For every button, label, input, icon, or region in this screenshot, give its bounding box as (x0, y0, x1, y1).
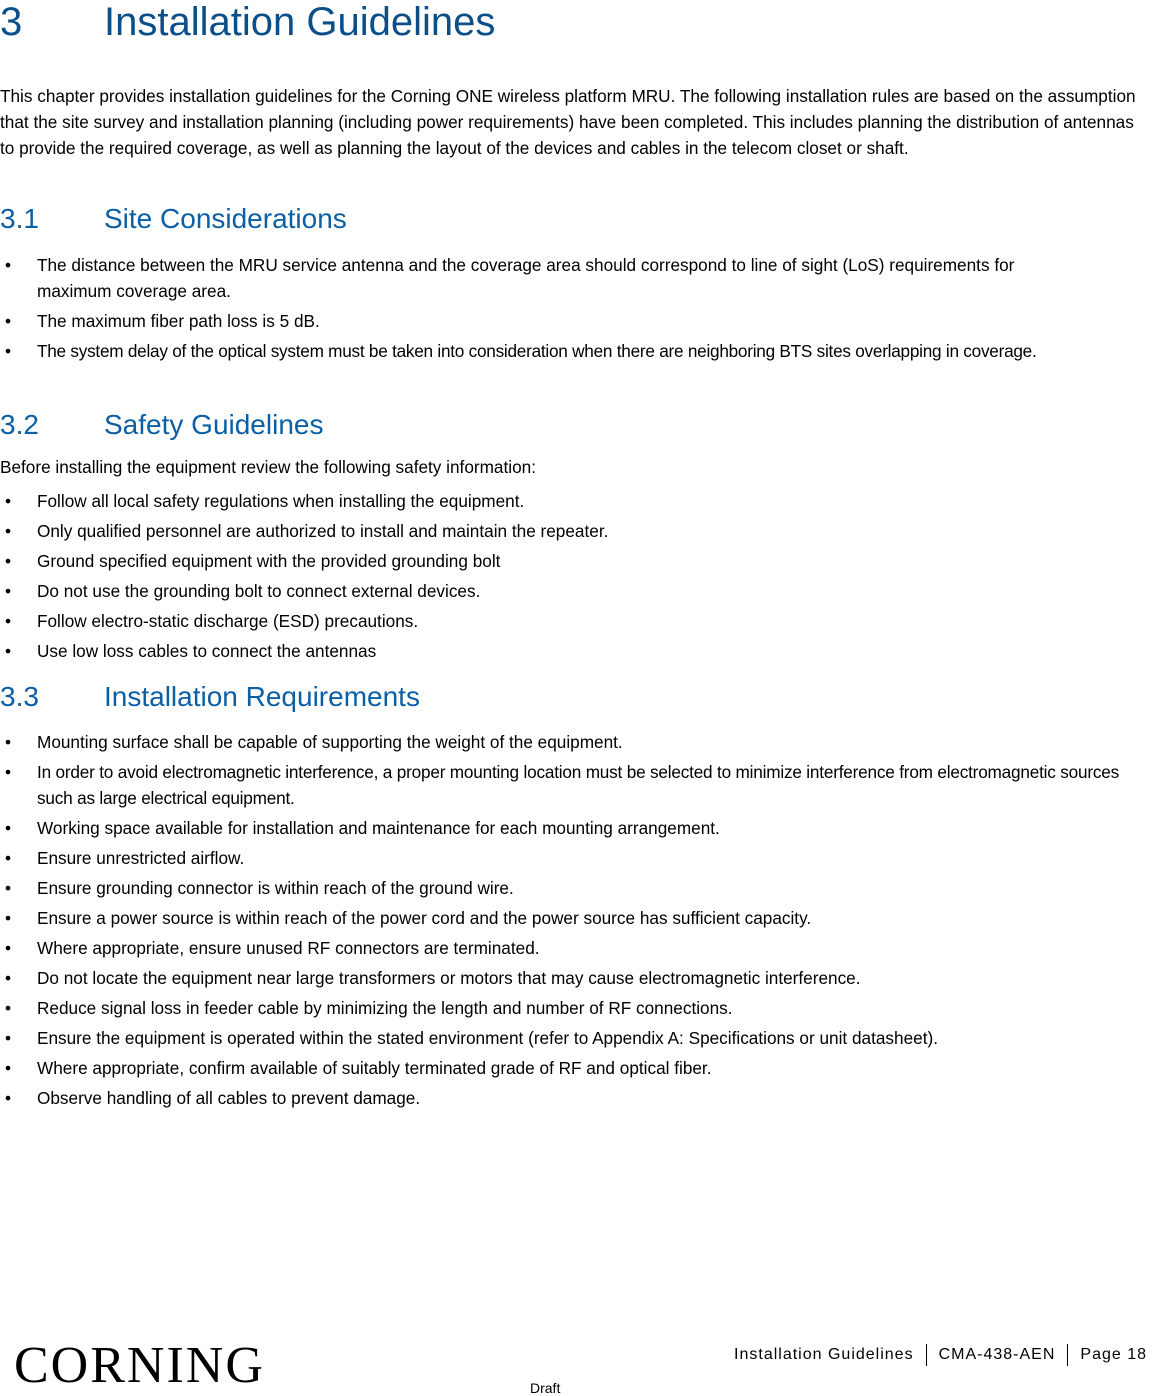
bullet-icon: • (5, 938, 12, 958)
section-heading-installation-requirements (0, 680, 420, 714)
bullet-icon: • (5, 762, 12, 782)
list-item: • Ensure the equipment is operated within the stated environment (refer to Appendix A: Specifications or unit datasheet). (0, 1025, 1155, 1051)
section-number: 3.1 (0, 203, 39, 234)
section-title: Safety Guidelines (104, 409, 324, 440)
bullet-icon: • (5, 1028, 12, 1048)
bullet-icon: • (5, 521, 12, 541)
list-item: • Ensure grounding connector is within reach of the ground wire. (0, 875, 1155, 901)
list-item: • Follow all local safety regulations when installing the equipment. (0, 488, 1155, 514)
bullet-icon: • (5, 848, 12, 868)
bullet-icon: • (5, 1088, 12, 1108)
safety-lead-paragraph: Before installing the equipment review the following safety information: (0, 457, 536, 477)
bullet-icon: • (5, 1058, 12, 1078)
installation-requirements-list (0, 729, 1155, 1115)
list-item: • Mounting surface shall be capable of supporting the weight of the equipment. (0, 729, 1155, 755)
list-item: • The maximum fiber path loss is 5 dB. (0, 308, 1155, 334)
list-item: • Where appropriate, confirm available of suitably terminated grade of RF and optical fiber. (0, 1055, 1155, 1081)
list-item: • Follow electro-static discharge (ESD) precautions. (0, 608, 1155, 634)
bullet-icon: • (5, 641, 12, 661)
bullet-icon: • (5, 341, 12, 361)
bullet-icon: • (5, 581, 12, 601)
list-item: • Working space available for installation and maintenance for each mounting arrangement. (0, 815, 1155, 841)
section-title: Site Considerations (104, 203, 347, 234)
bullet-icon: • (5, 998, 12, 1018)
safety-guidelines-list (0, 488, 1155, 668)
footer-section-name: Installation Guidelines (734, 1346, 914, 1363)
section-title: Installation Requirements (104, 681, 420, 712)
bullet-icon: • (5, 311, 12, 331)
footer-page-number: Page 18 (1067, 1344, 1147, 1366)
bullet-icon: • (5, 908, 12, 928)
intro-paragraph: This chapter provides installation guidelines for the Corning ONE wireless platform MRU. The following installation rules are based on the assumption that the site survey and installation planning (including power requirements) have been completed. This includes planning the distribution of antennas to provide the required coverage, as well as planning the layout of the devices and cables in the telecom closet or shaft. (0, 86, 1136, 158)
bullet-icon: • (5, 732, 12, 752)
footer-info (722, 1344, 1147, 1366)
chapter-title-text: Installation Guidelines (104, 0, 496, 44)
list-item: • The distance between the MRU service antenna and the coverage area should correspond to line of sight (LoS) requirements for maximum coverage area. (0, 252, 1155, 304)
bullet-icon: • (5, 551, 12, 571)
draft-label: Draft (530, 1380, 561, 1396)
section-heading-safety-guidelines (0, 408, 323, 442)
chapter-number: 3 (0, 0, 23, 44)
section-number: 3.3 (0, 681, 39, 712)
list-item: • Ground specified equipment with the provided grounding bolt (0, 548, 1155, 574)
bullet-icon: • (5, 878, 12, 898)
section-number: 3.2 (0, 409, 39, 440)
bullet-icon: • (5, 611, 12, 631)
section-heading-site-considerations (0, 202, 347, 236)
list-item: • Do not use the grounding bolt to connect external devices. (0, 578, 1155, 604)
list-item: • In order to avoid electromagnetic interference, a proper mounting location must be selected to minimize interference from electromagnetic sources such as large electrical equipment. (0, 759, 1155, 811)
list-item: • Only qualified personnel are authorized to install and maintain the repeater. (0, 518, 1155, 544)
bullet-icon: • (5, 491, 12, 511)
chapter-title (0, 0, 495, 44)
list-item: • The system delay of the optical system must be taken into consideration when there are neighboring BTS sites overlapping in coverage. (0, 338, 1155, 364)
bullet-icon: • (5, 255, 12, 275)
bullet-icon: • (5, 968, 12, 988)
list-item: • Use low loss cables to connect the antennas (0, 638, 1155, 664)
corning-logo: CORNING (14, 1337, 265, 1394)
list-item: • Ensure a power source is within reach of the power cord and the power source has sufficient capacity. (0, 905, 1155, 931)
footer-doc-id: CMA-438-AEN (926, 1344, 1068, 1366)
list-item: • Ensure unrestricted airflow. (0, 845, 1155, 871)
list-item: • Reduce signal loss in feeder cable by minimizing the length and number of RF connections. (0, 995, 1155, 1021)
list-item: • Do not locate the equipment near large transformers or motors that may cause electromagnetic interference. (0, 965, 1155, 991)
list-item: • Observe handling of all cables to prevent damage. (0, 1085, 1155, 1111)
site-considerations-list (0, 252, 1155, 368)
bullet-icon: • (5, 818, 12, 838)
list-item: • Where appropriate, ensure unused RF connectors are terminated. (0, 935, 1155, 961)
